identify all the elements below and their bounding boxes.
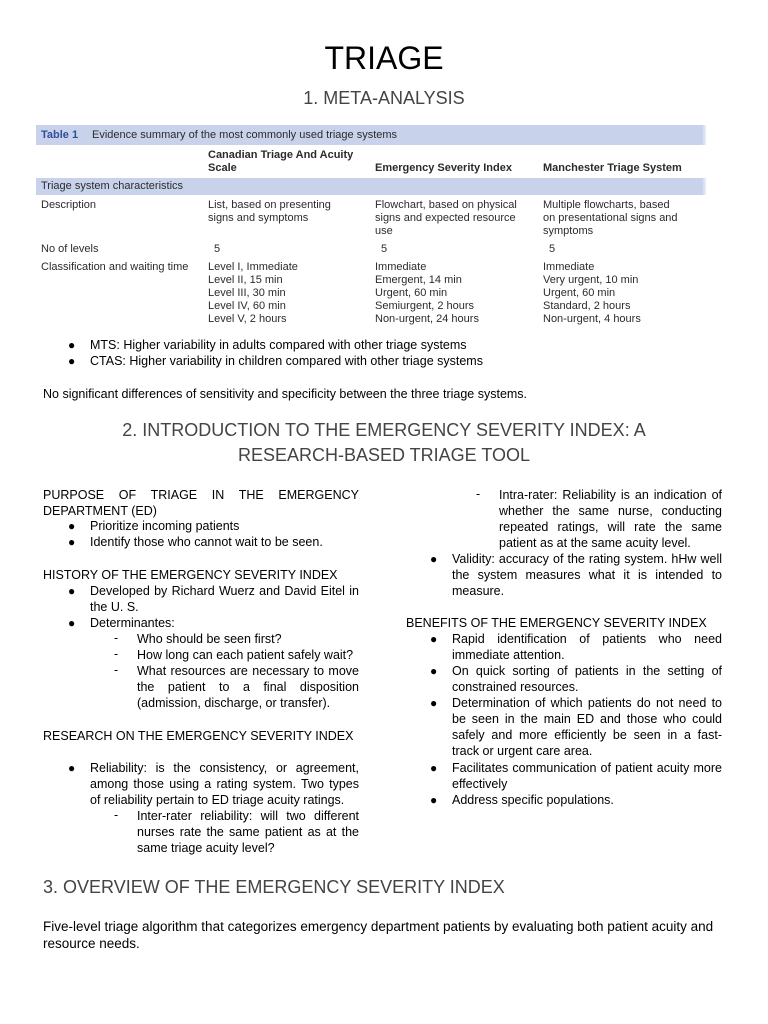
dash-marker: - xyxy=(114,631,119,645)
dash-marker: - xyxy=(114,808,119,822)
table-cell: 5 xyxy=(381,243,388,255)
section2-heading-line1: 2. INTRODUCTION TO THE EMERGENCY SEVERITY INDEX: A xyxy=(122,420,646,440)
table-row-label: Classification and waiting time xyxy=(41,261,189,273)
bullet-dot: ● xyxy=(430,664,438,678)
table-col-ctas: Canadian Triage And Acuity Scale xyxy=(208,149,354,174)
sub-list-item: Intra-rater: Reliability is an indication of whether the same nurse, conducting repeated ratings, will rate the same patient as at the same acuity level. xyxy=(499,488,722,550)
section2-heading xyxy=(0,418,768,468)
purpose-heading: PURPOSE OF TRIAGE IN THE EMERGENCY DEPARTMENT (ED) xyxy=(43,488,359,518)
history-heading: HISTORY OF THE EMERGENCY SEVERITY INDEX xyxy=(43,568,338,582)
table-cell: Multiple flowcharts, based on presentational signs and symptoms xyxy=(543,199,678,237)
bullet-dot: ● xyxy=(68,519,76,533)
table-caption-text: Evidence summary of the most commonly used triage systems xyxy=(92,129,398,141)
list-item: Address specific populations. xyxy=(452,793,614,807)
section1-heading: 1. META-ANALYSIS xyxy=(303,88,465,108)
list-item: Prioritize incoming patients xyxy=(90,519,240,533)
list-item: Determination of which patients do not need to be seen in the main ED and those who could safely and more efficiently be seen in a fast-track or urgent care area. xyxy=(452,696,722,758)
list-item: Determinantes: xyxy=(90,616,175,630)
bullet-dot: ● xyxy=(68,761,76,775)
list-item: Identify those who cannot wait to be seen. xyxy=(90,535,323,549)
dash-marker: - xyxy=(114,647,119,661)
sub-list-item: Who should be seen first? xyxy=(137,632,282,646)
table-row-label: Description xyxy=(41,199,97,211)
list-item: Developed by Richard Wuerz and David Eitel in the U. S. xyxy=(90,584,359,614)
table-caption-bar xyxy=(36,125,706,145)
benefits-heading: BENEFITS OF THE EMERGENCY SEVERITY INDEX xyxy=(406,616,707,630)
table-caption-label: Table 1 xyxy=(41,129,79,141)
bullet-dot: ● xyxy=(68,616,76,630)
table-cell: Flowchart, based on physical signs and expected resource use xyxy=(375,199,517,237)
sub-list-item: How long can each patient safely wait? xyxy=(137,648,354,662)
table-row-label: No of levels xyxy=(41,243,99,255)
table-cell: 5 xyxy=(549,243,556,255)
dash-marker: - xyxy=(114,663,119,677)
bullet-dot: ● xyxy=(68,354,76,368)
research-heading: RESEARCH ON THE EMERGENCY SEVERITY INDEX xyxy=(43,729,354,743)
bullet-dot: ● xyxy=(430,696,438,710)
section2-heading-line2: RESEARCH-BASED TRIAGE TOOL xyxy=(237,445,531,465)
list-item: On quick sorting of patients in the setting of constrained resources. xyxy=(452,664,722,694)
list-item: Reliability: is the consistency, or agreement, among those using a rating system. Two types of reliability pertain to ED triage acuity ratings. xyxy=(90,761,359,807)
evidence-table xyxy=(36,125,706,329)
table-cell: Immediate Emergent, 14 min Urgent, 60 min Semiurgent, 2 hours Non-urgent, 24 hours xyxy=(375,261,479,325)
bullet-dot: ● xyxy=(430,552,438,566)
sub-list-item: Inter-rater reliability: will two different nurses rate the same patient as at the same triage acuity level? xyxy=(137,809,359,855)
bullet-dot: ● xyxy=(68,338,76,352)
bullet-dot: ● xyxy=(430,793,438,807)
list-item: CTAS: Higher variability in children compared with other triage systems xyxy=(90,354,483,368)
table-cell: Immediate Very urgent, 10 min Urgent, 60 min Standard, 2 hours Non-urgent, 4 hours xyxy=(543,261,641,325)
bullet-dot: ● xyxy=(430,761,438,775)
table-cell: Level I, Immediate Level II, 15 min Level III, 30 min Level IV, 60 min Level V, 2 hours xyxy=(208,261,298,325)
sub-list-item: What resources are necessary to move the patient to a final disposition (admission, discharge, or transfer). xyxy=(137,664,359,710)
dash-marker: - xyxy=(476,487,481,501)
table-cell: 5 xyxy=(214,243,221,255)
table-cell: List, based on presenting signs and symptoms xyxy=(208,199,331,224)
table-band xyxy=(36,178,706,195)
section1-conclusion: No significant differences of sensitivity and specificity between the three triage systems. xyxy=(43,387,528,401)
bullet-dot: ● xyxy=(68,584,76,598)
section3-heading: 3. OVERVIEW OF THE EMERGENCY SEVERITY INDEX xyxy=(43,877,505,897)
list-item: MTS: Higher variability in adults compared with other triage systems xyxy=(90,338,467,352)
page-title: TRIAGE xyxy=(324,40,444,76)
list-item: Validity: accuracy of the rating system. hHw well the system measures what it is intended to measure. xyxy=(452,552,722,598)
list-item: Facilitates communication of patient acuity more effectively xyxy=(452,761,722,791)
table-col-mts: Manchester Triage System xyxy=(543,162,682,174)
list-item: Rapid identification of patients who need immediate attention. xyxy=(452,632,722,662)
table-col-esi: Emergency Severity Index xyxy=(375,162,512,174)
bullet-dot: ● xyxy=(68,535,76,549)
section3-text: Five-level triage algorithm that categorizes emergency department patients by evaluating both patient acuity and resource needs. xyxy=(43,919,714,951)
bullet-dot: ● xyxy=(430,632,438,646)
table-band-label: Triage system characteristics xyxy=(41,180,184,192)
